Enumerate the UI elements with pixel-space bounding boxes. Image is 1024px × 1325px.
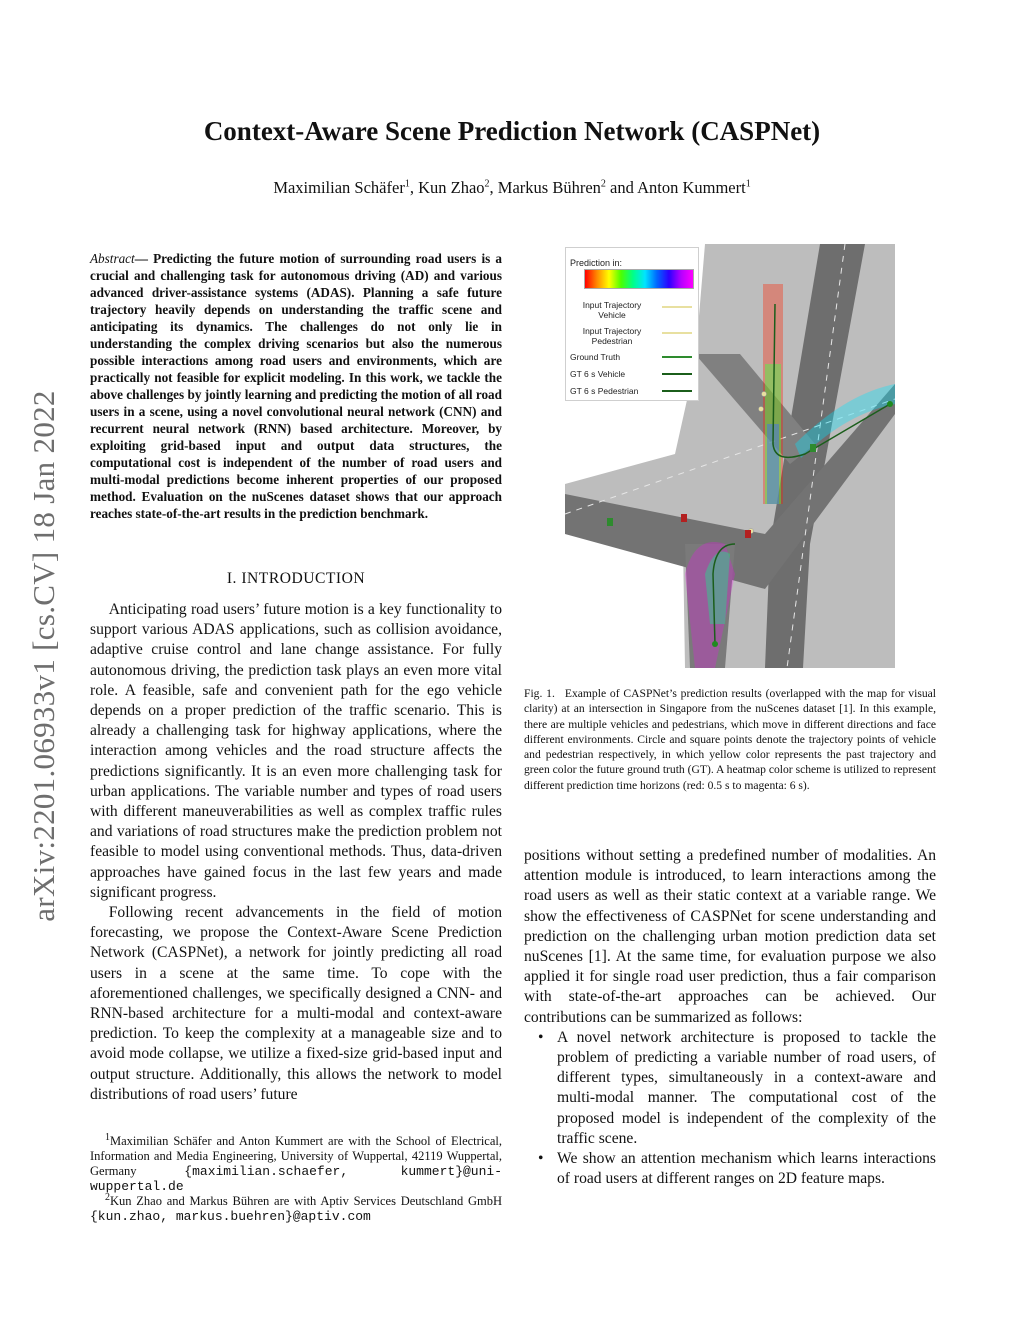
figure-1-prediction-map	[565, 244, 895, 668]
legend-symbol-vehicle-input	[662, 306, 692, 308]
intro-right-column	[524, 846, 936, 1189]
legend-symbol-gt-pedestrian	[662, 390, 692, 392]
footnote-mark: 1	[105, 1131, 110, 1143]
figure-1-caption	[524, 686, 936, 793]
caption-label: Fig. 1.	[524, 687, 555, 700]
paper-title: Context-Aware Scene Prediction Network (CASPNet)	[203, 116, 821, 146]
caption-text: Example of CASPNet’s prediction results (overlapped with the map for visual clarity) at an intersection in Singapore from the nuScenes dataset [1]. In this example, there are multiple vehicles and pedestrians, which move in different directions and face different environments. Circle and square points denote the trajectory points of vehicle and pedestrian respectively, in which yellow color represents the past trajectory and green color the future ground truth (GT). A heatmap color scheme is utilized to represent different prediction time horizons (red: 0.5 s to magenta: 6 s).	[524, 687, 936, 792]
arxiv-id: arXiv:2201.06933v1 [cs.CV] 18 Jan 2022	[26, 390, 61, 922]
vehicle-marker	[681, 514, 687, 522]
abstract-label: Abstract	[90, 251, 135, 266]
footnotes	[90, 1131, 502, 1224]
contribution-item: • A novel network architecture is proposed to tackle the problem of predicting a variable number of road users, of different types, simultaneously in a context-aware and multi-modal manner. The computational cost of the proposed model is independent of the complexity of the traffic scene.	[524, 1028, 936, 1149]
legend-item-label: Ground Truth	[570, 352, 621, 362]
abstract-text: Predicting the future motion of surrounding road users is a crucial and challenging task for autonomous driving (AD) and various advanced driver-assistance systems (ADAS). Planning a safe future trajectory heavily depends on understanding the traffic scene and anticipating its dynamics. The challenges do not only lie in understanding the complex driving scenarios but also the numerous possible interactions among road users and environments, which are practically not feasible for explicit modeling. In this work, we tackle the above challenges by jointly learning and predicting the motion of all road users in a scene, using a novel convolutional neural network (CNN) and recurrent neural network (RNN) based architecture. Moreover, by exploiting grid-based input and output data structures, the computational cost is independent of the number of road users and multi-modal predictions become inherent properties of our proposed method. Evaluation on the nuScenes dataset shows that our approach reaches state-of-the-art results in the prediction benchmark.	[90, 251, 503, 521]
contribution-list	[524, 1028, 936, 1190]
author-name: Kun Zhao	[418, 178, 485, 197]
author-affiliation-mark: 1	[404, 178, 410, 190]
legend-symbol-pedestrian-input	[662, 332, 692, 334]
footnote-mark: 2	[105, 1191, 110, 1203]
section-heading-introduction: I. INTRODUCTION	[226, 570, 366, 587]
intro-paragraph-3: positions without setting a predefined number of modalities. An attention module is introduced, to learn interactions among the road users as well as their static context at a variable range. We show the effectiveness of CASPNet for scene understanding and prediction on the challenging urban motion prediction data set nuScenes [1]. At the same time, for evaluation purpose we also applied it for single road user prediction, thus a fair comparison with state-of-the-art approaches can be achieved. Our contributions can be summarized as follows:	[524, 847, 936, 1026]
author-name: Markus Bühren	[497, 178, 601, 197]
figure-legend	[565, 247, 699, 401]
intro-left-column	[90, 600, 502, 1105]
legend-heatmap-colorbar	[584, 269, 694, 289]
footnote-text: Kun Zhao and Markus Bühren are with Aptiv Services Deutschland GmbH	[110, 1194, 502, 1208]
gt-point	[887, 401, 893, 407]
legend-symbol-ground-truth	[662, 356, 692, 358]
contribution-item: • We show an attention mechanism which learns interactions of road users at different ranges on 2D feature maps.	[524, 1149, 936, 1189]
legend-item-label: Input Trajectory Vehicle	[582, 300, 642, 320]
abstract	[90, 250, 502, 522]
footnote-2	[90, 1191, 502, 1224]
intro-paragraph-1: Anticipating road users’ future motion is a key functionality to support various ADAS applications, such as collision avoidance, adaptive cruise control and lane change assistance. For fully autonomous driving, the prediction task plays an even more vital role. A feasible, safe and convenient path for the ego vehicle depends on a proper prediction of the traffic scenario. This is already a challenging task for highway applications, where the interaction among vehicles and the road structure affects the predictions significantly. It is an even more challenging task for urban applications. The variable number and types of road users with different maneuverabilities as well as complex traffic rules and variations of road structures make the prediction problem not feasible to model using conventional methods. Thus, data-driven approaches have gained focus in the last few years and made significant progress.	[90, 601, 502, 901]
author-affiliation-mark: 2	[484, 178, 490, 190]
author-name: Anton Kummert	[637, 178, 746, 197]
arxiv-sidebar-stamp	[14, 376, 74, 936]
author-affiliation-mark: 1	[745, 178, 751, 190]
author-affiliation-mark: 2	[600, 178, 606, 190]
past-point	[762, 392, 767, 397]
intro-paragraph-2: Following recent advancements in the field of motion forecasting, we propose the Context-Aware Scene Prediction Network (CASPNet), a network for jointly predicting all road users in a scene at the same time. To cope with the aforementioned challenges, we specifically designed a CNN- and RNN-based architecture for a multi-modal and context-aware prediction. To keep the complexity at a manageable size and to avoid mode collapse, we utilize a fixed-size grid-based input and output structure. Additionally, this allows the network to model distributions of road users’ future	[90, 904, 502, 1103]
legend-item-label: Input Trajectory Pedestrian	[582, 326, 642, 346]
legend-item-label: GT 6 s Vehicle	[570, 369, 626, 379]
footnote-email: {maximilian.schaefer, kummert}@uni-wuppertal.de	[90, 1164, 502, 1194]
abstract-dash: —	[134, 251, 148, 266]
author-list: Maximilian Schäfer$^1$, Kun Zhao$^2$, Markus Bühren$^2$ and Anton Kummert$^1$	[273, 178, 751, 197]
footnote-1	[90, 1131, 502, 1194]
footnote-email: {kun.zhao, markus.buehren}@aptiv.com	[90, 1209, 371, 1224]
author-name: Maximilian Schäfer	[273, 178, 405, 197]
legend-title: Prediction in:	[570, 258, 623, 268]
legend-symbol-gt-vehicle	[662, 373, 692, 375]
footnote-text: Maximilian Schäfer and Anton Kummert are with the School of Electrical, Information and Media Engineering, University of Wuppertal, 42119 Wuppertal, Germany	[90, 1134, 502, 1178]
legend-item-label: GT 6 s Pedestrian	[570, 386, 639, 396]
